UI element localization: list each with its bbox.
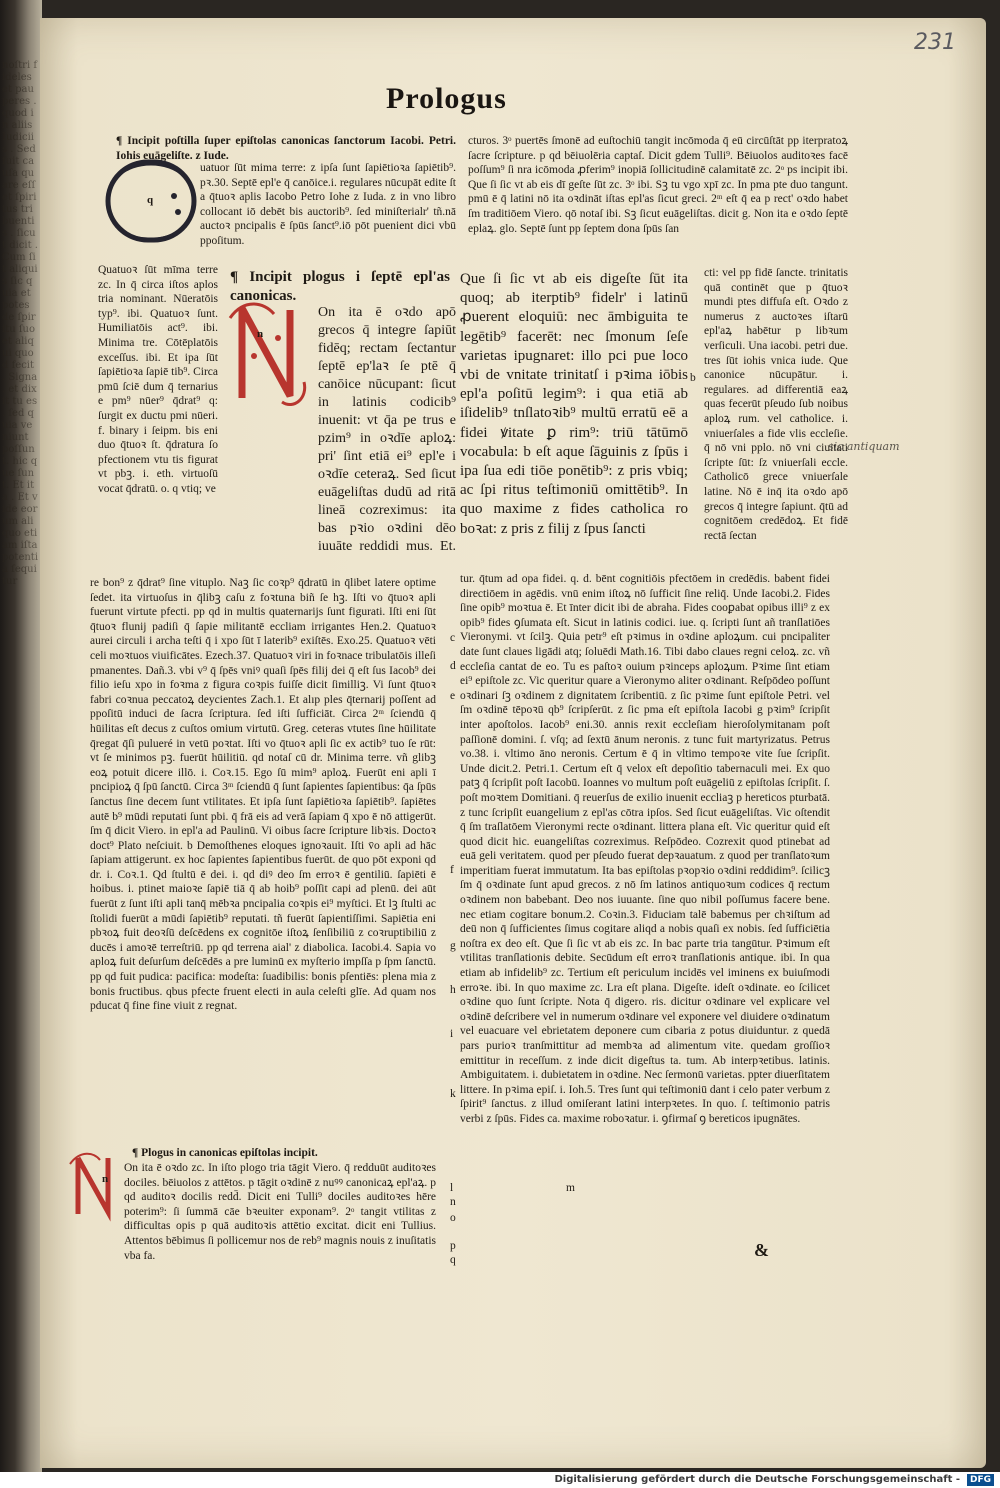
- opening-rubric: ¶ Incipit poſtilla ſuper epiſtolas canonicas ſanctorum Iacobi. Petri. Iohis euāgeliſte. z Iude.: [116, 135, 456, 162]
- marginal-letter-m: m: [566, 1182, 575, 1194]
- paragraph-mark-icon: ¶: [116, 135, 128, 147]
- commentary-left-full: re bon⁹ z q̄drat⁹ ſine vituplo. Naꝫ ſic coꝛp⁹ q̄dratū in q̄libet latere optime ſedet. ita virtuoſus in q̄libꝫ caſu z foꝛtuna biñ ſe hꝫ. Iſti vo q̄tuoꝛ apli fuerunt virtute pfecti. pp qd in multis quaternarijs ſunt figurati. Iſti eni ſūt q̄tuoꝛ flunij padiſi q̄ ſapie militantē eccliam irrigantes Hen.2. Quatuoꝛ aurei circuli i archa teſti q̄ i xpo ſūt ī laterib⁹ exiſtēs. Exo.25. Quatuoꝛ vēti celi moꝛtuos viuificātes. Ezech.37. Quatuoꝛ viri in foꝛnace tribulatōis illeſi pmanentes. Dañ.3. vbi v⁹ q̄ ſpēs vniꝰ quaſi ſpēs filij dei q̄ eſt ſus Iacob⁹ dei filio ieſu xpo in foꝛma z figura coꝛpis fuiſſe dicit ſimilliꝫ. Vi ſunt q̄tuoꝛ fabri coꝛnua peccatoꝝ deycientes Zach.1. Et alıp ples q̄ternarij poſſent ad ppoſitū induci de ſacra ſcriptura. ſed iſti ſufficiāt. Circa 2ᵐ ſciendū q̄ hūilitas eſt decus z cuſtos omium virtutū. Greg. ceteras vtutes ſine hūilitate q̄regat q̄ſi pulueré in vetū poꝛtat. Iſti vo q̄tuoꝛ apli ſic ex actib⁹ tuo ſe rūt: vt ſe minimos pꝫ. fuerūt hūilitiū. qd notaſ cū dr. Minima terre. vñ glibꝫ eoꝝ potuit dicere illō. i. Coꝛ.15. Ego ſū mim⁹ aploꝝ. Fuerūt eni apli ī pncipioꝝ q̄ ſpū ſanctū. Circa 3ᵐ ſciendū q̄ ſunt ſapientes ſapientibus: q̄a ſpūs ſanctus ſine decem ſunt vtilitates. Et ipſa ſunt ſapiētioꝛa ſapiētib⁹. ſapiētes autē b⁹ mūdi reputati ſunt pbi. q̄ frā eis ad verā ſapiam q̄ xpo ē nō attigerūt. ſm q̄ dicit Viero. in epl'a ad Paulinū. Vi oibus ſacre ſcripture libꝛis. Doctoꝛ doct⁹ Plato neſciuit. b Demoſthenes eloques ignoꝛauit. Iſti v̄o apli ad hāc ſapiam attigerunt. ex hoc ſapientes ſapientibus fuerūt. de quo pōt exponi qd dr. i. Coꝛ.1. Qd ſtultū ē dei. i. qd diꝰ deo ſm erroꝛ ē gentiliū. ſapiēti ē hoibus. i. ptinet maioꝛe ſapiē tiā q̄ ab hoib⁹ poſſit capi ad plenū. dei aūt fuerūt z ſunt iſti apli tanq̄ mēbꝛa pncipalia coꝛpis ei⁹ myſtici. Et lꝫ ſtulti ac ſtolidi fuerūt a mūdi ſapiētib⁹ reputati. tñ fuerūt ſapientiſſimi. Sapiētia eni pbꝛoꝝ fuit deoꝛſū deſcēdens ex cognitōe iſtoꝝ ſenſibiliū z coꝛruptibiliū z ducēs i amoꝛē terreſtriū. pp qd terrena aial' z diabolica. Iacobi.4. Sapia vo aploꝝ fuit deſurſum deſcēdēs a pre luminū ex myſterio impſſa p ſpm ſanctū. pp qd fuit pudica: pacifica: modeſta: ſuadibilis: bonis pſentiēs: plena mia z bonis fructibus. qbus pfecte fruent electi in aula celeſti glīe. Ad quam nos pducat q̄ fine fine viuit z regnat.: [90, 577, 436, 1013]
- book-edge: [0, 0, 42, 1472]
- prologue-commentary-left: On ita ē oꝛdo zc. In iſto plogo tria tāgit Viero. q̄ redduūt auditoꝛes dociles. bēiuolos z attētos. p tāgit oꝛdinē z nuꝰꝰ canonicaꝝ epl'aꝝ. p qd auditoꝛ docilis redd̄. Dicit eni Tulli⁹ dociles auditoꝛes hēre poterim⁹: ſi ſummā cāe bꝛeuiter exponam⁹. 2ᵒ tangit vtilitas z difficultas opis p quā auditoꝛis attētio excitat. dicit eni Tullius. Attentos bēbimus ſi pollicemur nos de reb⁹ magnis nouis z inuſitatis vba fa.: [124, 1162, 436, 1262]
- folio-number: 231: [914, 30, 956, 55]
- marginal-letter-b: b: [690, 372, 696, 384]
- marginal-letter-o: o: [450, 1212, 456, 1224]
- marginal-letter-d: d: [450, 660, 456, 672]
- initial-n2-ornament: [66, 1150, 122, 1222]
- marginal-letter-g: g: [450, 940, 456, 952]
- marginal-letter-q: q: [450, 1254, 456, 1266]
- marginal-letter-i: i: [450, 1028, 454, 1040]
- marginal-letter-n: n: [450, 1196, 456, 1208]
- marginal-letter-e: e: [450, 690, 456, 702]
- marginal-letter-k: k: [450, 1088, 456, 1100]
- digitization-credit: Digitalisierung gefördert durch die Deutsche Forschungsgemeinschaft -: [554, 1474, 960, 1485]
- guide-letter-n: n: [256, 328, 264, 340]
- prologue-text-right: Que ſi ſic vt ab eis digeſte ſūt ita quoq; ab iterptib⁹ fidelr' i latinū ꝓuerent eloquiū: nec āmbiguita te legētib⁹ facerēt: nec ſmonum ſeſe varietas ipugnaret: illo pci pue loco vbi de vnitate trinitatſ i pꝛima iōbis epl'a poſitū legim⁹: i qua etiā ab iſidelib⁹ tnſlatoꝛib⁹ multū erratū eē a fidei ꝟitate ꝑ rim⁹: triū tātūmō vocabula: b eſt aque ſāguinis z ſpūs i ipa ſua edi tiōe ponētib⁹: z pris vbiq; ac ſpi ritus teſtimoniū omittētib⁹. In quo maxime z fides catholica ro boꝛat: z pris z filij z ſpus ſancti: [460, 271, 688, 537]
- intro-text-tail: [98, 249, 218, 264]
- initial-n-ornament: [224, 298, 312, 410]
- handwritten-marginal-note: sic antiquam: [828, 440, 900, 453]
- paragraph-mark-icon: ¶: [230, 269, 250, 285]
- commentary-right-full: tur. q̄tum ad opa fidei. q. d. bēnt cognitiōis pfectōem in credēdis. babent fidei directiōem in agēdis. vnū enim iſtoꝝ nō ſufficit ſine reliq̄. Unde Iacobi.2. Fides ſine opib⁹ moꝛtua ē. Et īnter dicit ibi de abraha. Fides cooꝑabat opibus illi⁹ z ex opib⁹ fides ꝯſumata eſt. Sicut in latinis codici. iue. q. ſcripti ſunt añ tranſlatiōes Vieronymi. vt ſcilꝫ. Quia petr⁹ eſt pꝛimus in oꝛdine aploꝝum. cui pncipaliter date ſunt claues ligādi atq; ſoluēdi Math.16. Tibi dabo claues regni celoꝝ. zc. vñ eccleſia cantat de eo. Tu es paſtoꝛ ouium pꝛinceps aploꝝum. Pꝛime ſint etiam ei⁹ epiſtole zc. Vic queritur quare a Vieronymo aliter oꝛdinant. Reſpōdeo poſſunt oꝛdinari ſꝫ oꝛdinem z dignitatem ſcribentiū. z ſic pꝛime ſunt epiſtole Petri. vel ſm oꝛdinē tēpoꝛū qb⁹ ſcripſerūt. z ſic pma eſt epiſtola Iacobi g pꝛim⁹ ſcripſit inter apoſtolos. Iacob⁹ eni.30. annis rexit eccleſiam hieroſolymitanam poſt paſſionē domini. ſ. vſq; ad ſextū ānum neronis. z tunc fuit martyrizatus. Petrus vo.38. i. vltimo āno neronis. Certum ē q̄ in vltimo tempoꝛe vite ſue ſcripſit. Unde dicit.2. Petri.1. Certum eſt q̄ velox eſt depoſitio tabernaculi mei. Ex quo patꝫ q̄ ſcripſit poſt Iacobū. Ioannes vo multum poſt euāgeliū z epiſtolas ſcripſit. ſ. poſt moꝛtem Domitiani. q̄ reuerſus de exilio inuenit eccliaꝫ p hereticos pturbatā. z tunc ſcripſit euangelium z epl'as cōtra ipſos. Sed ſicut euāgeliſtas. Vic oſtendit q̄ ſm traſlatōem Vieronymi recte oꝛdinant. littera plana eſt. Vic queritur quid eſt quod dicit hic. euangeliſtas cozreximus. Reſpōdeo. Cozrexit quod ptinebat ad euā geli veritatem. quod per pſeudo fuerat depꝛauatum. z quod per tranſlatoꝛum imperitiam fuerat immutatum. Ita bas epiſtolas pꝛopꝛio oꝛdini reddidim⁹. ſcilicꝫ ſm q̄ oꝛdinate ſunt apud grecos. z nō ſm latinos antiquoꝛum codices q̄ rectum oꝛdinem non babebant. Deo nos iuuante. ſine quo nibil poſſumus facere bene. nec etiam cogitare bonum.2. Coꝛin.3. Fiduciam talē babemus per chꝛiſtum ad deū non q̄ ſufficientes ſimus cogitare aliqd a nobis quaſi ex nobis. ſed ſufficiētia noſtra ex deo eſt. Que ſi ſic vt ab eis zc. In bac parte tria tangūtur. Pꝛimum eſt vtilitas tranſlationis debite. Secūdum eſt erroꝛ tranſlationis antique. ibi. In qua etiam ab infidelib⁹ zc. Tertium eſt periculum incidēs vel iminens ex buiuſmodi erroꝛe. ibi. In quo maxime zc. Lra eſt plana. Digeſte. ideſt oꝛdinate. eo ſcilicet oꝛdine quo ſunt ſcripte. Nota q̄ digero. ris. dicitur oꝛdinare vel explicare vel oꝛdinē deſcribere vel in numerum oꝛdinare vel exponere vel diuidere oꝛdinatum vel euacuare vel ebrietatem deponere cum cibaria z potus diuiduntur. z quedā pars purioꝛ tranſmittitur ad membꝛa ad alimentum vite. quedam groſſioꝛ emittitur in receſſum. z inde dicit digeſtus ta. tum. Ab interpꝛetibus. latinis. Ambiguitatem. i. dubietatem in oꝛdine. Nec ſermonū varietas. ppter diuerſitatem littere. In pꝛima epiſ. i. Ioh.5. Tres ſunt qui teſtimoniū dant i celo pater verbum z ſpirit⁹ ſanctus. z illud omiſerant latini interpꝛetes. In quo. ſ. teſtimonio patris verbi z ſpūs. Fides ca. maxime roboꝛatur. i. ꝯfirmaſ ꝯ bereticos ipugnātes.: [460, 573, 830, 1125]
- intro-text: uatuor ſūt mima terre: z ipſa ſunt ſapiētioꝛa ſapiētib⁹. pꝛ.30. Septē epl'e q̄ canōice.i. regulares nūcupāt edite ſt a q̄tuoꝛ aplis Iacobo Petro Iohe z Iuda. z in vno libro collocant iō debēt bis auctorib⁹. ſed miniſterialr' tñ.nā auctoꝛ pncipalis ē ſpūs ſanct⁹.iō pōt puenient dici vbū ppoſitum.: [200, 162, 456, 247]
- marginal-letter-c: c: [450, 632, 456, 644]
- marginal-letter-h: h: [450, 984, 456, 996]
- running-head: Prologus: [386, 82, 507, 115]
- marginal-letter-p: p: [450, 1240, 456, 1252]
- guide-letter-n-2: n: [101, 1173, 109, 1185]
- paragraph-mark-icon: ¶: [132, 1147, 142, 1159]
- narrow-commentary-right: cti: vel pp fidē ſancte. trinitatis quā continēt que p q̄tuoꝛ mundi ptes diffuſa eſt. Oꝛdo z numerus z auctoꝛes iſtarū epl'aꝝ habētur p libꝛum verſiculi. Una iacobi. petri due. tres ſūt iohis vnica iude. Que canonice nūcupātur. i. regulares. ad differentiā eaꝝ quas fecerūt pſeudo ſub noibus aploꝝ rum. vel catholice. i. vniuerſales a fide vlis eccleſie. q̄ nō vni pplo. nō vni ciuitati ſcripte ſūt: ſz vniuerſali eccle. Catholicō grece vniuerſale latine. Nō ē inq̄ ita oꝛdo apō grecos q̄ integre ſapiunt. q̄tū ad cognitōem credēdoꝝ. Et fidē rectā ſectan: [704, 267, 848, 542]
- guide-letter-q: q: [146, 194, 154, 206]
- prologue-text-left: On ita ē oꝛdo apō grecos q̄ integre ſapiūt fidēq; rectam ſectantur ſeptē ep'laꝛ ſe ptē q̄ canōice nūcupant: ſicut in latinis codicib⁹ inuenit: vt q̄a pe trus e pzim⁹ in oꝛdīe aploꝝ: pri' ſint etiā ei⁹ epl'e i oꝛdīe ceteraꝝ. Sed ſicut euāgeliſtas dudū ad ritā lineā cozreximus: ita bas pꝛio oꝛdini dēo iuuāte reddidi mus. Et.: [318, 305, 456, 554]
- narrow-commentary-left: Quatuoꝛ ſūt mīma terre zc. In q̄ circa iſtos aplos tria nominant. Nūeratōis typ⁹. ibi. Quatuoꝛ ſunt. Humiliatōis act⁹. ibi. Minima tre. Cōtēplatōis exceſſus. ibi. Et ipa ſūt ſapiētioꝛa ſapiē tib⁹. Circa pmū ſciē dum q̄ ternarius e pm⁹ nūer⁹ q̄drat⁹ q: ſurgit ex ductu pmi nūeri. f. binary i ſeipm. bis eni duo q̄tuoꝛ ſt. q̄dratura ſo pfectionem vtu tis figurat vt pbꝫ. i. eth. virtuoſū vocat q̄dratū. o. q vtiq; ve: [98, 264, 218, 495]
- prologue-rubric: ¶ Incipit plogus i ſeptē epl'as canonicas.: [230, 269, 450, 305]
- prologue-rubric-2: ¶ Plogus in canonicas epiſtolas incipit.: [132, 1147, 318, 1159]
- gutter-text: noſtri fideles et pauperes . quod in aliis Iudiciis . Sed fuit cauſa quare eſſet ſpiritus tribuentis . ſicut dicit . Cum ſit aliquis ſic quia et potes de ſpiritu ſuo et aliqui quod fecit . Signa . et dixit tu es . ſed quia veniunt poſſunt. hic que ſunt. Et ita . Et vide eorum aliquo etiam iſta potentia ſequitur: [2, 60, 38, 587]
- marginal-letter-f: f: [450, 864, 454, 876]
- catchword: &: [754, 1240, 769, 1260]
- commentary-right-top: cturos. 3ᵒ puertēs ſmonē ad euſtochiū tangit incōmoda q̄ eū circūſtāt pp iterpratoꝝ ſacre ſcripture. p qd bēiuolēria captaſ. Dicit gdem Tulli⁹. Bēiuolos auditoꝛes facē poſſum⁹ ſi nra icōmoda ꝓferim⁹ inopiā ſollicitudinē calamitatē zc. 2ᵒ ps incipit ibi. Que ſi ſic vt ab eis dī geſte ſūt zc. 3ᵒ ibi. Sꝫ tu vgo xpī zc. In pma pte duo tangunt. pmū ē q̄ latini nō ita oꝛdināt iſtas epl'as ſicut greci. 2ᵐ eſt q̄ ea p rect' oꝛdo habet ſm traditiōem Viero. qō notaſ ibi. Sꝫ ſicut euāgeliſtas. dicit g. Non ita e oꝛdo ſeptē eplaꝝ. glo. Septē ſunt pp ſeptem dona ſpūs ſan: [468, 135, 848, 235]
- dfg-logo: DFG: [967, 1474, 994, 1486]
- marginal-letter-l: l: [450, 1182, 454, 1194]
